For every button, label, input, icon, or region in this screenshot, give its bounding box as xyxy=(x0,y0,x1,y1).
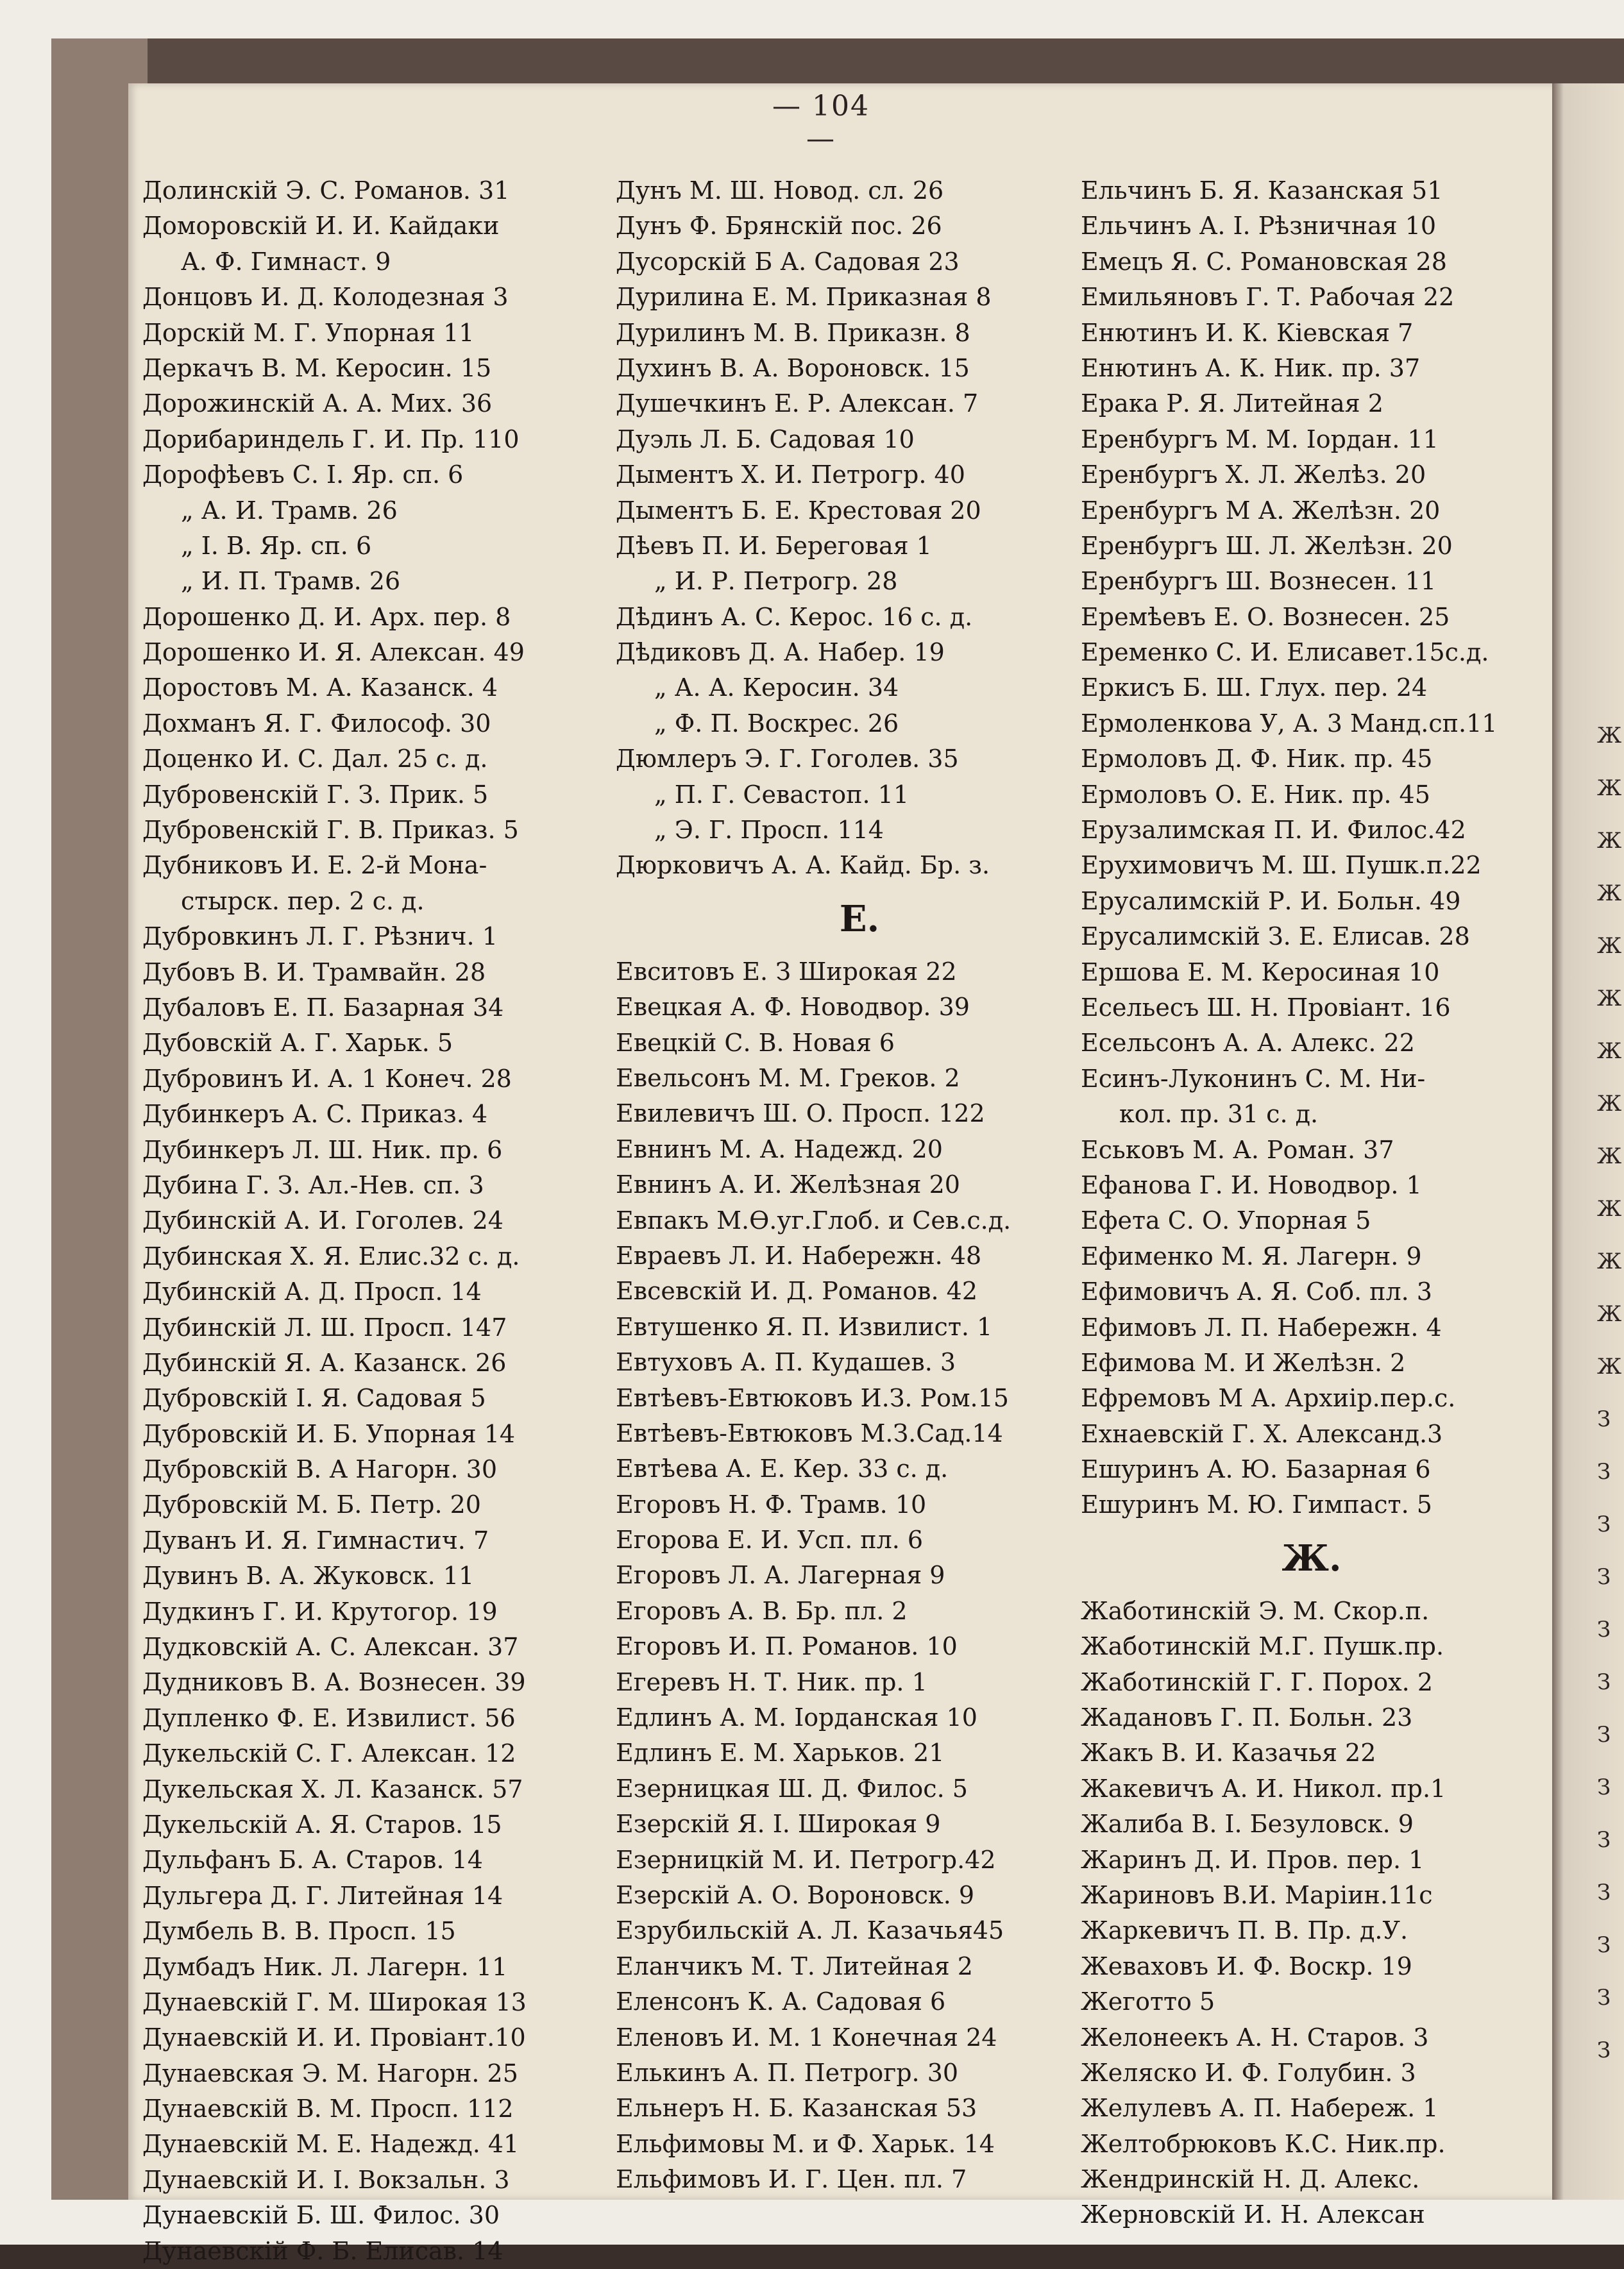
directory-entry: Дувинъ В. А. Жуковск. 11 xyxy=(142,1562,475,1590)
directory-entry: Желулевъ А. П. Набереж. 1 xyxy=(1081,2094,1439,2123)
directory-entry: Есинъ-Луконинъ С. М. Ни- xyxy=(1081,1064,1426,1093)
directory-entry: Жариновъ В.И. Маріин.11с xyxy=(1081,1880,1433,1909)
directory-entry: Дубинская Х. Я. Елис.32 с. д. xyxy=(142,1242,520,1270)
directory-entry: Дохманъ Я. Г. Философ. 30 xyxy=(142,709,491,738)
directory-entry: Жакевичъ А. И. Никол. пр.1 xyxy=(1081,1774,1446,1803)
directory-entry: Езерницкая Ш. Д. Филос. 5 xyxy=(616,1774,968,1803)
directory-entry: Дудниковъ В. А. Вознесен. 39 xyxy=(142,1668,526,1697)
directory-entry: Дукельскій А. Я. Старов. 15 xyxy=(142,1810,502,1839)
directory-entry: Еленсонъ К. А. Садовая 6 xyxy=(616,1987,946,2016)
directory-entry: Ельфимовъ И. Г. Цен. пл. 7 xyxy=(616,2165,967,2194)
scan-margin-left xyxy=(0,0,51,2245)
directory-entry: Ермоловъ Д. Ф. Ник. пр. 45 xyxy=(1081,745,1433,773)
scan-margin-top xyxy=(0,0,1624,40)
directory-entry: Дудкинъ Г. И. Крутогор. 19 xyxy=(142,1597,498,1626)
next-page-fragment: З xyxy=(1597,1459,1611,1485)
directory-entry: Дубинскій Л. Ш. Просп. 147 xyxy=(142,1313,507,1342)
directory-entry: Ерухимовичъ М. Ш. Пушк.п.22 xyxy=(1081,851,1482,880)
directory-entry: Духинъ В. А. Вороновск. 15 xyxy=(616,353,970,382)
directory-entry: Евсевскій И. Д. Романов. 42 xyxy=(616,1277,978,1306)
directory-entry: Едлинъ Е. М. Харьков. 21 xyxy=(616,1739,945,1767)
directory-entry: Дюмлеръ Э. Г. Гоголев. 35 xyxy=(616,745,959,773)
column-2 xyxy=(616,173,1103,2197)
next-page-fragment: З xyxy=(1597,2037,1611,2063)
directory-entry: Дѣдинъ А. С. Керос. 16 с. д. xyxy=(616,602,973,631)
directory-entry: Еркисъ Б. Ш. Глух. пер. 24 xyxy=(1081,673,1428,702)
directory-entry: Еренбургъ М. М. Іордан. 11 xyxy=(1081,425,1439,453)
directory-entry: Еренбургъ Ш. Л. Желѣзн. 20 xyxy=(1081,531,1453,560)
directory-entry: Дубаловъ Е. П. Базарная 34 xyxy=(142,993,504,1022)
directory-entry: Еськовъ М. А. Роман. 37 xyxy=(1081,1135,1394,1164)
directory-entry: Еремѣевъ Е. О. Вознесен. 25 xyxy=(1081,602,1450,631)
directory-entry: Евельсонъ М. М. Греков. 2 xyxy=(616,1063,960,1092)
directory-entry: Дунаевскій И. И. Провіант.10 xyxy=(142,2023,526,2052)
next-page-fragment: З xyxy=(1597,1617,1611,1642)
directory-entry: Дунъ Ф. Брянскій пос. 26 xyxy=(616,212,942,240)
directory-entry: Едлинъ А. М. Іорданская 10 xyxy=(616,1703,977,1732)
directory-entry: Евилевичъ Ш. О. Просп. 122 xyxy=(616,1099,985,1128)
directory-entry: Жерновскій И. Н. Алексан xyxy=(1081,2200,1425,2229)
directory-entry: Евтуховъ А. П. Кудашев. 3 xyxy=(616,1348,956,1377)
next-page-fragment: З xyxy=(1597,1932,1611,1958)
directory-entry: Еременко С. И. Елисавет.15с.д. xyxy=(1081,638,1489,667)
next-page-fragment: З xyxy=(1597,1564,1611,1590)
directory-entry: Енютинъ И. К. Кіевская 7 xyxy=(1081,318,1414,347)
directory-entry: Езерскій Я. І. Широкая 9 xyxy=(616,1810,941,1839)
directory-entry: Ефименко М. Я. Лагерн. 9 xyxy=(1081,1242,1422,1270)
next-page-fragment: З xyxy=(1597,1406,1611,1432)
directory-entry: Ерусалимскій Р. И. Больн. 49 xyxy=(1081,886,1461,915)
book-cover-top-edge xyxy=(51,38,1624,83)
directory-entry: Еренбургъ Х. Л. Желѣз. 20 xyxy=(1081,460,1426,489)
directory-entry: Емильяновъ Г. Т. Рабочая 22 xyxy=(1081,283,1455,312)
directory-entry: Думбель В. В. Просп. 15 xyxy=(142,1917,456,1946)
next-page-fragment: Ж xyxy=(1597,775,1622,801)
directory-entry: Желтобрюковъ К.С. Ник.пр. xyxy=(1081,2129,1446,2158)
directory-entry: Дубровскій И. Б. Упорная 14 xyxy=(142,1419,516,1448)
directory-entry: Дубинскій А. Д. Просп. 14 xyxy=(142,1278,482,1306)
directory-entry: Егоровъ Н. Ф. Трамв. 10 xyxy=(616,1490,927,1519)
directory-entry: А. Ф. Гимнаст. 9 xyxy=(181,247,391,276)
directory-entry: Евтушенко Я. П. Извилист. 1 xyxy=(616,1312,993,1341)
directory-entry: Жеваховъ И. Ф. Воскр. 19 xyxy=(1081,1952,1412,1980)
directory-entry: Дукельская Х. Л. Казанск. 57 xyxy=(142,1775,523,1803)
directory-entry: Ерака Р. Я. Литейная 2 xyxy=(1081,389,1383,418)
directory-entry: Езрубильскій А. Л. Казачья45 xyxy=(616,1916,1004,1945)
directory-entry: „ Э. Г. Просп. 114 xyxy=(654,816,884,845)
directory-entry: Доростовъ М. А. Казанск. 4 xyxy=(142,673,498,702)
directory-entry: Ефимовичъ А. Я. Соб. пл. 3 xyxy=(1081,1278,1432,1306)
next-page-fragment: Ж xyxy=(1597,1091,1622,1117)
directory-entry: Дубниковъ И. Е. 2-й Мона- xyxy=(142,851,487,880)
directory-entry: Дубровинъ И. А. 1 Конеч. 28 xyxy=(142,1064,512,1093)
directory-entry: Думбадъ Ник. Л. Лагерн. 11 xyxy=(142,1952,508,1981)
next-page-fragment: З xyxy=(1597,1880,1611,1905)
directory-entry: Евтѣева А. Е. Кер. 33 с. д. xyxy=(616,1455,949,1483)
directory-entry: Желонеекъ А. Н. Старов. 3 xyxy=(1081,2023,1429,2052)
directory-entry: Еленовъ И. М. 1 Конечная 24 xyxy=(616,2023,997,2052)
directory-entry: Евраевъ Л. И. Набережн. 48 xyxy=(616,1241,982,1270)
next-page-fragment: Ж xyxy=(1597,1249,1622,1274)
next-page-fragment: Ж xyxy=(1597,933,1622,959)
section-letter-heading: Е. xyxy=(839,897,880,940)
directory-entry: Евтѣевъ-Евтюковъ И.З. Ром.15 xyxy=(616,1383,1009,1412)
directory-entry: Егеревъ Н. Т. Ник. пр. 1 xyxy=(616,1667,927,1696)
directory-entry: Евнинъ М. А. Надежд. 20 xyxy=(616,1134,943,1163)
directory-entry: Дубровскій І. Я. Садовая 5 xyxy=(142,1384,486,1413)
directory-entry: Жаринъ Д. И. Пров. пер. 1 xyxy=(1081,1845,1425,1874)
directory-entry: Дыментъ Б. Е. Крестовая 20 xyxy=(616,496,981,525)
directory-entry: Дубровкинъ Л. Г. Рѣзнич. 1 xyxy=(142,922,498,951)
directory-entry: Дѣевъ П. И. Береговая 1 xyxy=(616,531,932,560)
directory-entry: Дунаевская Э. М. Нагорн. 25 xyxy=(142,2059,518,2088)
directory-entry: Ефимовъ Л. П. Набережн. 4 xyxy=(1081,1313,1442,1342)
next-page-fragment: Ж xyxy=(1597,1196,1622,1222)
directory-entry: Дульфанъ Б. А. Старов. 14 xyxy=(142,1846,483,1875)
directory-entry: Деркачъ В. М. Керосин. 15 xyxy=(142,353,492,382)
next-page-fragment: Ж xyxy=(1597,828,1622,854)
directory-entry: Евпакъ М.Ѳ.уг.Глоб. и Сев.с.д. xyxy=(616,1206,1011,1235)
directory-entry: Еренбургъ Ш. Вознесен. 11 xyxy=(1081,567,1437,596)
right-edge-fragments xyxy=(1597,718,1624,2086)
next-page-fragment: Ж xyxy=(1597,1354,1622,1379)
directory-entry: Дудковскій А. С. Алексан. 37 xyxy=(142,1633,519,1662)
directory-entry: Емецъ Я. С. Романовская 28 xyxy=(1081,247,1447,276)
next-page-fragment: Ж xyxy=(1597,1038,1622,1064)
directory-entry: Дунаевскій Г. М. Широкая 13 xyxy=(142,1987,527,2016)
directory-entry: Егоровъ Л. А. Лагерная 9 xyxy=(616,1561,945,1590)
directory-entry: Жеготто 5 xyxy=(1081,1987,1215,2016)
directory-entry: Дубинскій А. И. Гоголев. 24 xyxy=(142,1206,503,1235)
directory-entry: Дусорскій Б А. Садовая 23 xyxy=(616,247,960,276)
directory-entry: „ А. А. Керосин. 34 xyxy=(654,673,899,702)
directory-entry: Дубинкеръ Л. Ш. Ник. пр. 6 xyxy=(142,1135,503,1164)
directory-entry: Ефета С. О. Упорная 5 xyxy=(1081,1206,1371,1235)
section-letter-heading: Ж. xyxy=(1281,1537,1342,1580)
directory-entry: Ешуринъ А. Ю. Базарная 6 xyxy=(1081,1455,1431,1484)
column-1 xyxy=(142,173,630,2269)
directory-entry: Долинскій Э. С. Романов. 31 xyxy=(142,176,510,205)
directory-entry: Дорибариндель Г. И. Пр. 110 xyxy=(142,425,520,453)
directory-entry: Есельесъ Ш. Н. Провіант. 16 xyxy=(1081,993,1451,1022)
directory-entry: Енютинъ А. К. Ник. пр. 37 xyxy=(1081,353,1421,382)
directory-entry: Жендринскій Н. Д. Алекс. xyxy=(1081,2165,1420,2194)
directory-entry: Ермоловъ О. Е. Ник. пр. 45 xyxy=(1081,780,1430,809)
directory-entry: Ешуринъ М. Ю. Гимпаст. 5 xyxy=(1081,1490,1432,1519)
directory-entry: Дубровенскій Г. З. Прик. 5 xyxy=(142,780,489,809)
directory-entry: Ефремовъ М А. Архиір.пер.с. xyxy=(1081,1384,1456,1413)
directory-entry: стырск. пер. 2 с. д. xyxy=(181,886,425,915)
directory-entry: Еренбургъ М А. Желѣзн. 20 xyxy=(1081,496,1441,525)
directory-entry: Дорошенко Д. И. Арх. пер. 8 xyxy=(142,602,511,631)
directory-entry: Дуванъ И. Я. Гимнастич. 7 xyxy=(142,1526,489,1555)
directory-entry: Дубовскій А. Г. Харьк. 5 xyxy=(142,1029,453,1058)
directory-entry: Дубровскій М. Б. Петр. 20 xyxy=(142,1490,481,1519)
next-page-fragment: Ж xyxy=(1597,1301,1622,1327)
directory-entry: Евситовъ Е. З Широкая 22 xyxy=(616,957,957,986)
directory-entry: Дульгера Д. Г. Литейная 14 xyxy=(142,1881,503,1910)
directory-entry: „ П. Г. Севастоп. 11 xyxy=(654,780,909,809)
directory-entry: Дюрковичъ А. А. Кайд. Бр. з. xyxy=(616,851,990,880)
directory-entry: Дорошенко И. Я. Алексан. 49 xyxy=(142,638,525,667)
directory-entry: Дорожинскій А. А. Мих. 36 xyxy=(142,389,493,418)
directory-entry: Евнинъ А. И. Желѣзная 20 xyxy=(616,1170,960,1199)
directory-entry: Дыментъ Х. И. Петрогр. 40 xyxy=(616,460,965,489)
directory-entry: Дунаевскій М. Е. Надежд. 41 xyxy=(142,2130,520,2159)
directory-entry: Ехнаевскій Г. Х. Александ.3 xyxy=(1081,1419,1443,1448)
directory-entry: Жакъ В. И. Казачья 22 xyxy=(1081,1739,1376,1767)
directory-entry: Жаботинскій Г. Г. Порох. 2 xyxy=(1081,1667,1433,1696)
directory-entry: Езерскій А. О. Вороновск. 9 xyxy=(616,1880,975,1909)
directory-entry: Ельчинъ А. І. Рѣзничная 10 xyxy=(1081,212,1437,240)
directory-entry: Жаботинскій М.Г. Пушк.пр. xyxy=(1081,1632,1444,1661)
directory-entry: „ А. И. Трамв. 26 xyxy=(181,496,398,525)
directory-entry: Ерусалимскій З. Е. Елисав. 28 xyxy=(1081,922,1470,951)
directory-entry: Дукельскій С. Г. Алексан. 12 xyxy=(142,1739,516,1768)
next-page-fragment: Ж xyxy=(1597,881,1622,906)
next-page-fragment: Ж xyxy=(1597,723,1622,748)
directory-entry: „ Ф. П. Воскрес. 26 xyxy=(654,709,899,738)
directory-entry: кол. пр. 31 с. д. xyxy=(1119,1100,1319,1129)
directory-entry: Дубинскій Я. А. Казанск. 26 xyxy=(142,1348,507,1377)
next-page-fragment: З xyxy=(1597,1669,1611,1695)
next-page-fragment: З xyxy=(1597,1827,1611,1853)
next-page-fragment: З xyxy=(1597,1512,1611,1537)
directory-entry: Дубровенскій Г. В. Приказ. 5 xyxy=(142,816,519,845)
directory-entry: Доморовскій И. И. Кайдаки xyxy=(142,212,500,240)
directory-entry: Елькинъ А. П. Петрогр. 30 xyxy=(616,2058,959,2087)
page-number: — 104 — xyxy=(772,90,870,155)
next-page-fragment: З xyxy=(1597,1775,1611,1800)
directory-entry: Ельфимовы М. и Ф. Харьк. 14 xyxy=(616,2129,995,2158)
directory-entry: Доценко И. С. Дал. 25 с. д. xyxy=(142,745,488,773)
directory-entry: Дуэль Л. Б. Садовая 10 xyxy=(616,425,915,453)
directory-entry: Евецкая А. Ф. Новодвор. 39 xyxy=(616,993,970,1022)
directory-entry: Жадановъ Г. П. Больн. 23 xyxy=(1081,1703,1413,1732)
directory-entry: Жаботинскій Э. М. Скор.п. xyxy=(1081,1596,1430,1625)
directory-entry: Дунаевскій Б. Ш. Филос. 30 xyxy=(142,2201,500,2230)
directory-entry: Дунаевскій В. М. Просп. 112 xyxy=(142,2095,514,2123)
directory-entry: Дорофѣевъ С. І. Яр. сп. 6 xyxy=(142,460,464,489)
directory-entry: Евтѣевъ-Евтюковъ М.З.Сад.14 xyxy=(616,1419,1003,1447)
directory-entry: Егоровъ А. В. Бр. пл. 2 xyxy=(616,1596,908,1625)
directory-entry: Ермоленкова У, А. 3 Манд.сп.11 xyxy=(1081,709,1498,738)
directory-entry: Дурилинъ М. В. Приказн. 8 xyxy=(616,318,970,347)
directory-entry: „ І. В. Яр. сп. 6 xyxy=(181,531,372,560)
column-3 xyxy=(1081,173,1543,2233)
directory-entry: Дубровскій В. А Нагорн. 30 xyxy=(142,1455,498,1484)
directory-entry: Егоровъ И. П. Романов. 10 xyxy=(616,1632,958,1661)
directory-entry: Дурилина Е. М. Приказная 8 xyxy=(616,283,992,312)
directory-entry: Дунаевскій И. І. Вокзальн. 3 xyxy=(142,2165,510,2194)
directory-entry: Дунаевскій Ф. Б. Елисав. 14 xyxy=(142,2236,503,2265)
directory-entry: Душечкинъ Е. Р. Алексан. 7 xyxy=(616,389,979,418)
directory-entry: Ерузалимская П. И. Филос.42 xyxy=(1081,816,1466,845)
directory-entry: Жаркевичъ П. В. Пр. д.У. xyxy=(1081,1916,1408,1945)
directory-entry: Дорскій М. Г. Упорная 11 xyxy=(142,318,475,347)
directory-entry: Еланчикъ М. Т. Литейная 2 xyxy=(616,1952,973,1980)
directory-entry: Донцовъ И. Д. Колодезная 3 xyxy=(142,283,509,312)
directory-entry: Езерницкій М. И. Петрогр.42 xyxy=(616,1845,996,1874)
directory-entry: Дубинкеръ А. С. Приказ. 4 xyxy=(142,1100,488,1129)
directory-entry: Ефанова Г. И. Новодвор. 1 xyxy=(1081,1170,1422,1199)
directory-entry: Желяско И. Ф. Голубин. 3 xyxy=(1081,2058,1416,2087)
directory-entry: Ельнеръ Н. Б. Казанская 53 xyxy=(616,2094,977,2123)
directory-entry: Ефимова М. И Желѣзн. 2 xyxy=(1081,1348,1406,1377)
directory-entry: Дупленко Ф. Е. Извилист. 56 xyxy=(142,1703,516,1732)
directory-entry: Жалиба В. І. Безуловск. 9 xyxy=(1081,1810,1414,1839)
directory-entry: „ И. П. Трамв. 26 xyxy=(181,567,401,596)
next-page-fragment: З xyxy=(1597,1985,1611,2011)
directory-entry: Ельчинъ Б. Я. Казанская 51 xyxy=(1081,176,1443,205)
directory-entry: „ И. Р. Петрогр. 28 xyxy=(654,567,898,596)
directory-entry: Дубовъ В. И. Трамвайн. 28 xyxy=(142,957,486,986)
directory-entry: Ершова Е. М. Керосиная 10 xyxy=(1081,957,1440,986)
next-page-fragment: З xyxy=(1597,1722,1611,1748)
directory-entry: Дунъ М. Ш. Новод. сл. 26 xyxy=(616,176,944,205)
directory-entry: Дубина Г. З. Ал.-Нев. сп. 3 xyxy=(142,1170,484,1199)
directory-entry: Егорова Е. И. Усп. пл. 6 xyxy=(616,1526,924,1555)
directory-entry: Евецкій С. В. Новая 6 xyxy=(616,1028,895,1057)
next-page-fragment: Ж xyxy=(1597,986,1622,1011)
directory-entry: Дѣдиковъ Д. А. Набер. 19 xyxy=(616,638,945,667)
directory-entry: Есельсонъ А. А. Алекс. 22 xyxy=(1081,1029,1415,1058)
next-page-fragment: Ж xyxy=(1597,1143,1622,1169)
